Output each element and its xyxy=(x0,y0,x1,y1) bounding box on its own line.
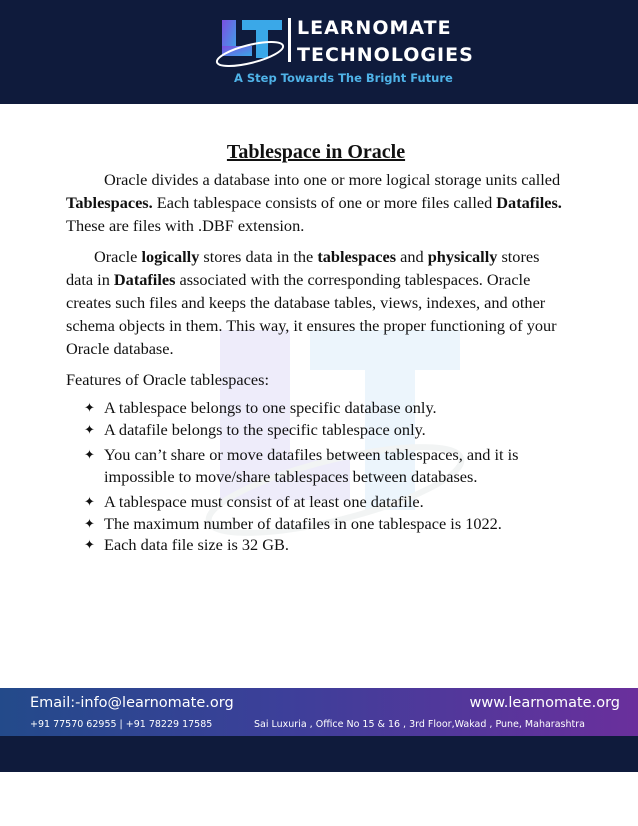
feature-item xyxy=(84,513,566,535)
bold-term: Tablespaces. xyxy=(66,193,153,212)
text-run: Oracle divides a database into one or more logical storage units called xyxy=(104,170,561,189)
text-run: These are files with .DBF extension. xyxy=(66,216,305,235)
bold-term: physically xyxy=(427,247,498,266)
text-run: stores data in the xyxy=(199,247,318,266)
four-point-star-bullet-icon: ✦ xyxy=(84,515,95,531)
logo-divider xyxy=(288,18,291,62)
storage-paragraph xyxy=(66,245,566,360)
brand-name-line1: LEARNOMATE xyxy=(297,17,452,39)
document-body xyxy=(66,140,566,556)
four-point-star-bullet-icon: ✦ xyxy=(84,494,95,509)
feature-text: A tablespace belongs to one specific database only. xyxy=(104,398,437,417)
page-footer xyxy=(0,688,638,736)
text-run: and xyxy=(396,247,428,266)
feature-text: You can’t share or move datafiles between tablespaces, and it is impossible to move/share tablespaces between databases. xyxy=(104,445,519,486)
bold-term: Datafiles xyxy=(113,270,176,289)
bold-term: tablespaces xyxy=(317,247,397,266)
brand-tagline: A Step Towards The Bright Future xyxy=(234,71,453,85)
text-run: Each tablespace consists of one or more files called xyxy=(152,193,497,212)
bold-term: logically xyxy=(141,247,200,266)
four-point-star-bullet-icon: ✦ xyxy=(84,421,95,437)
footer-bottom-bar xyxy=(0,736,638,772)
footer-address: Sai Luxuria , Office No 15 & 16 , 3rd Floor,Wakad , Pune, Maharashtra xyxy=(254,719,585,730)
learnomate-logo-icon xyxy=(214,16,286,70)
feature-text: A tablespace must consist of at least one datafile. xyxy=(104,492,424,511)
feature-text: A datafile belongs to the specific tablespace only. xyxy=(104,419,426,439)
brand-name-line2: TECHNOLOGIES xyxy=(297,44,474,66)
feature-item xyxy=(84,534,566,556)
footer-email: Email:-info@learnomate.org xyxy=(30,695,234,711)
feature-text: Each data file size is 32 GB. xyxy=(104,535,289,554)
feature-item xyxy=(84,491,566,513)
features-list xyxy=(66,397,566,556)
bold-term: Datafiles. xyxy=(496,193,562,212)
text-run: Oracle xyxy=(94,247,142,266)
footer-phone: +91 77570 62955 | +91 78229 17585 xyxy=(30,719,213,730)
features-heading: Features of Oracle tablespaces: xyxy=(66,370,269,389)
page-header xyxy=(0,0,638,104)
intro-paragraph xyxy=(66,168,566,237)
page-title: Tablespace in Oracle xyxy=(226,141,406,163)
feature-item xyxy=(84,397,566,419)
four-point-star-bullet-icon: ✦ xyxy=(84,400,95,415)
feature-item xyxy=(84,419,566,441)
footer-website: www.learnomate.org xyxy=(469,695,620,711)
four-point-star-bullet-icon: ✦ xyxy=(84,447,95,462)
text-run: associated with the corresponding tablespaces. Oracle creates such files and keeps the database tables, views, indexes, and other schema objects in them. This way, it ensures the proper functioning of your Oracle database. xyxy=(66,270,557,358)
text-run: stores data in xyxy=(66,247,540,289)
feature-item xyxy=(84,444,566,487)
four-point-star-bullet-icon: ✦ xyxy=(84,537,95,552)
feature-text: The maximum number of datafiles in one tablespace is 1022. xyxy=(104,513,502,533)
